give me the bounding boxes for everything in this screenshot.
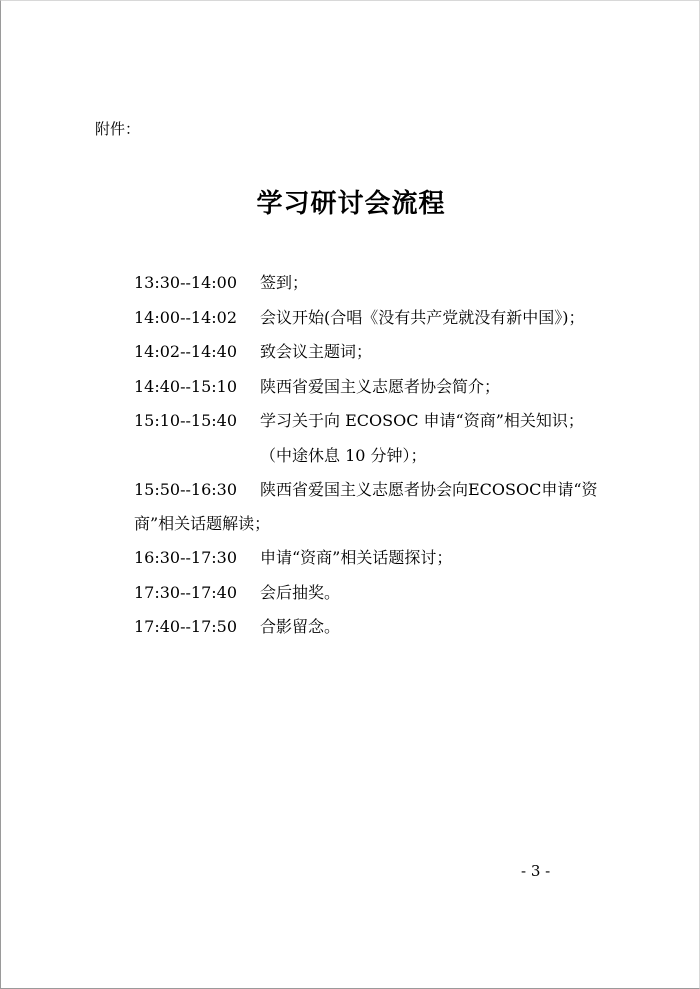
page-number: - 3 - xyxy=(521,862,551,880)
schedule-desc: 陕西省爱国主义志愿者协会向ECOSOC申请“资 xyxy=(260,480,598,499)
schedule-desc: 申请“资商”相关话题探讨； xyxy=(260,548,453,567)
schedule-time: 13:30--14:00 xyxy=(134,273,238,292)
schedule-row xyxy=(134,480,634,514)
schedule-time: 17:40--17:50 xyxy=(134,617,238,636)
schedule-time: 14:02--14:40 xyxy=(134,342,238,361)
schedule-row-note xyxy=(134,446,634,481)
schedule-desc: 合影留念。 xyxy=(260,617,341,636)
schedule-time: 16:30--17:30 xyxy=(134,548,238,567)
attachment-label: 附件： xyxy=(95,120,141,138)
schedule-row xyxy=(134,377,634,412)
schedule-time: 15:50--16:30 xyxy=(134,480,238,499)
schedule-time: 15:10--15:40 xyxy=(134,411,238,430)
schedule-desc: （中途休息 10 分钟）； xyxy=(260,445,427,465)
schedule-row xyxy=(134,342,634,377)
schedule-desc: 签到； xyxy=(260,273,309,292)
schedule-row-continuation xyxy=(134,514,634,548)
schedule-desc: 学习关于向 ECOSOC 申请“资商”相关知识； xyxy=(260,411,584,430)
schedule-time: 17:30--17:40 xyxy=(134,582,238,602)
schedule-row xyxy=(134,273,634,308)
schedule-desc-continuation: 商”相关话题解读； xyxy=(134,514,271,533)
schedule-desc: 会议开始(合唱《没有共产党就没有新中国》)； xyxy=(260,307,585,327)
schedule-time: 14:00--14:02 xyxy=(134,307,238,327)
schedule-desc: 陕西省爱国主义志愿者协会简介； xyxy=(260,376,501,396)
schedule-row xyxy=(134,548,634,583)
schedule-row xyxy=(134,583,634,618)
page-title: 学习研讨会流程 xyxy=(256,189,446,219)
schedule-desc: 致会议主题词； xyxy=(260,342,373,361)
schedule-row xyxy=(134,617,634,652)
schedule-row xyxy=(134,411,634,446)
schedule-time: 14:40--15:10 xyxy=(134,376,238,396)
schedule-row xyxy=(134,308,634,343)
schedule-list xyxy=(134,273,634,652)
schedule-desc: 会后抽奖。 xyxy=(260,582,341,602)
